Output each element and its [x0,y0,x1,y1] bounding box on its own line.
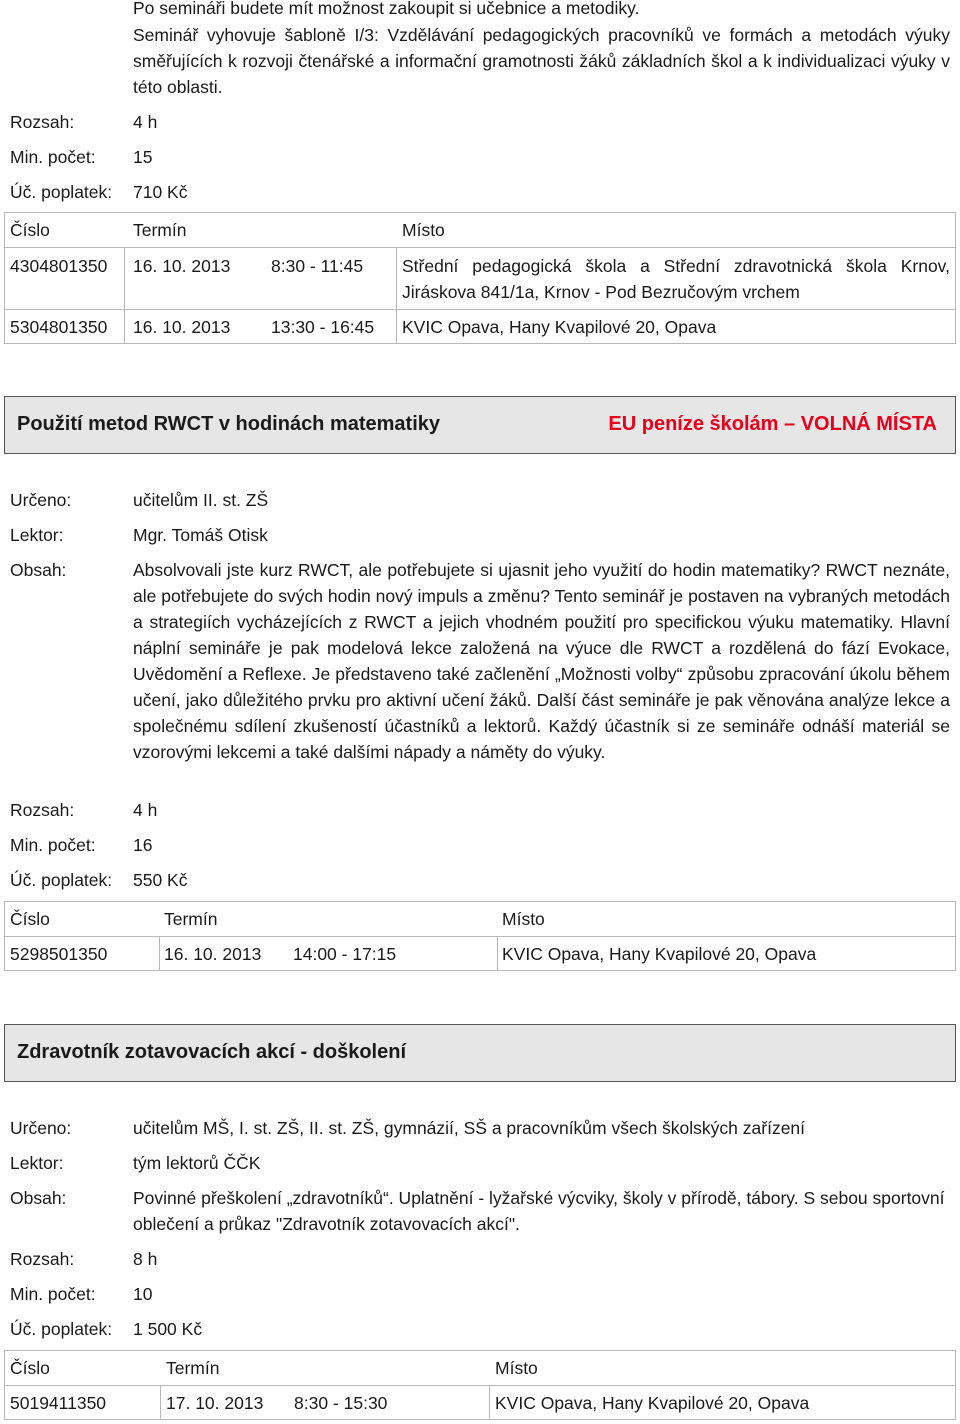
header-misto: Místo [495,1358,538,1378]
course-header [4,396,956,454]
course-header [4,1024,956,1082]
term-table [4,1350,956,1420]
table-row [4,1385,956,1420]
intro-line: Po semináři budete mít možnost zakoupit si učebnice a metodiky. [133,0,640,18]
cell-datum: 16. 10. 2013 [133,256,231,276]
lektor-value: tým lektorů ČČK [133,1153,261,1173]
table-row [4,936,956,971]
min-pocet-label: Min. počet: [10,835,96,855]
poplatek-value: 710 Kč [133,182,188,202]
min-pocet-label: Min. počet: [10,1284,96,1304]
header-cislo: Číslo [10,220,50,240]
min-pocet-value: 15 [133,147,153,167]
header-termin: Termín [164,909,218,929]
cell-cislo: 5298501350 [10,944,108,964]
cell-datum: 17. 10. 2013 [166,1393,264,1413]
rozsah-value: 8 h [133,1249,158,1269]
header-misto: Místo [502,909,545,929]
term-table [4,212,956,344]
urceno-value: učitelům II. st. ZŠ [133,490,269,510]
intro-paragraph: Seminář vyhovuje šabloně I/3: Vzdělávání pedagogických pracovníků ve formách a metodách výuky směřujících k rozvoji čtenářské a informační gramotnosti žáků základních škol a k individualizaci výuky v této oblasti. [133,25,950,97]
header-termin: Termín [133,220,187,240]
course-title: Použití metod RWCT v hodinách matematiky [17,413,441,435]
course-title: Zdravotník zotavovacích akcí - doškolení [17,1041,407,1063]
poplatek-label: Úč. poplatek: [10,182,113,202]
cell-misto: KVIC Opava, Hany Kvapilové 20, Opava [495,1393,810,1413]
obsah-value: Povinné přeškolení „zdravotníků“. Uplatnění - lyžařské výcviky, školy v přírodě, tábory. S sebou sportovní oblečení a průkaz "Zdravotník zotavovacích akcí". [133,1188,945,1234]
rozsah-value: 4 h [133,112,158,132]
lektor-value: Mgr. Tomáš Otisk [133,525,268,545]
cell-cas: 8:30 - 11:45 [271,256,364,276]
lektor-label: Lektor: [10,1153,64,1173]
urceno-label: Určeno: [10,1118,72,1138]
table-header-row [4,901,956,936]
obsah-label: Obsah: [10,560,67,580]
min-pocet-label: Min. počet: [10,147,96,167]
cell-cas: 8:30 - 15:30 [294,1393,388,1413]
header-termin: Termín [166,1358,220,1378]
eu-tag: EU peníze školám – VOLNÁ MÍSTA [608,413,937,435]
cell-cislo: 5019411350 [10,1393,107,1413]
header-misto: Místo [402,220,445,240]
lektor-label: Lektor: [10,525,64,545]
header-cislo: Číslo [10,909,50,929]
poplatek-value: 1 500 Kč [133,1319,203,1339]
min-pocet-value: 16 [133,835,153,855]
cell-datum: 16. 10. 2013 [133,317,231,337]
table-row [4,247,956,309]
obsah-label: Obsah: [10,1188,67,1208]
table-header-row [4,1350,956,1385]
urceno-label: Určeno: [10,490,72,510]
cell-cislo: 4304801350 [10,256,108,276]
cell-misto: KVIC Opava, Hany Kvapilové 20, Opava [502,944,817,964]
rozsah-label: Rozsah: [10,112,75,132]
rozsah-value: 4 h [133,800,158,820]
rozsah-label: Rozsah: [10,1249,75,1269]
table-row [4,309,956,344]
cell-misto: Střední pedagogická škola a Střední zdravotnická škola Krnov, Jiráskova 841/1a, Krnov - Pod Bezručovým vrchem [402,256,950,302]
urceno-value: učitelům MŠ, I. st. ZŠ, II. st. ZŠ, gymnázií, SŠ a pracovníkům všech školských zařízení [133,1118,806,1138]
cell-misto: KVIC Opava, Hany Kvapilové 20, Opava [402,317,717,337]
cell-datum: 16. 10. 2013 [164,944,262,964]
header-cislo: Číslo [10,1358,50,1378]
table-header-row [4,212,956,247]
poplatek-label: Úč. poplatek: [10,1319,113,1339]
min-pocet-value: 10 [133,1284,153,1304]
poplatek-value: 550 Kč [133,870,188,890]
cell-cislo: 5304801350 [10,317,108,337]
cell-cas: 14:00 - 17:15 [293,944,397,964]
rozsah-label: Rozsah: [10,800,75,820]
obsah-value: Absolvovali jste kurz RWCT, ale potřebujete si ujasnit jeho využití do hodin matematiky? RWCT neznáte, ale potřebujete do svých hodin nový impuls a změnu? Tento seminář je postaven na vybraných metodách a strategiích vycházejících z RWCT a jejich vhodném použití pro specifickou výuku matematiky. Hlavní náplní semináře je pak modelová lekce založená na výuce dle RWCT a rozdělená do fází Evokace, Uvědomění a Reflexe. Je představeno také začlenění „Možnosti volby“ způsobu zpracování úkolu během učení, jako důležitého prvku pro aktivní učení žáků. Další část semináře je pak věnována analýze lekce a společnému sdílení zkušeností účastníků a lektorů. Každý účastník si ze semináře odnáší materiál se vzorovými lekcemi a také dalšími nápady a náměty do výuky. [133,560,950,762]
cell-cas: 13:30 - 16:45 [271,317,375,337]
poplatek-label: Úč. poplatek: [10,870,113,890]
term-table [4,901,956,971]
